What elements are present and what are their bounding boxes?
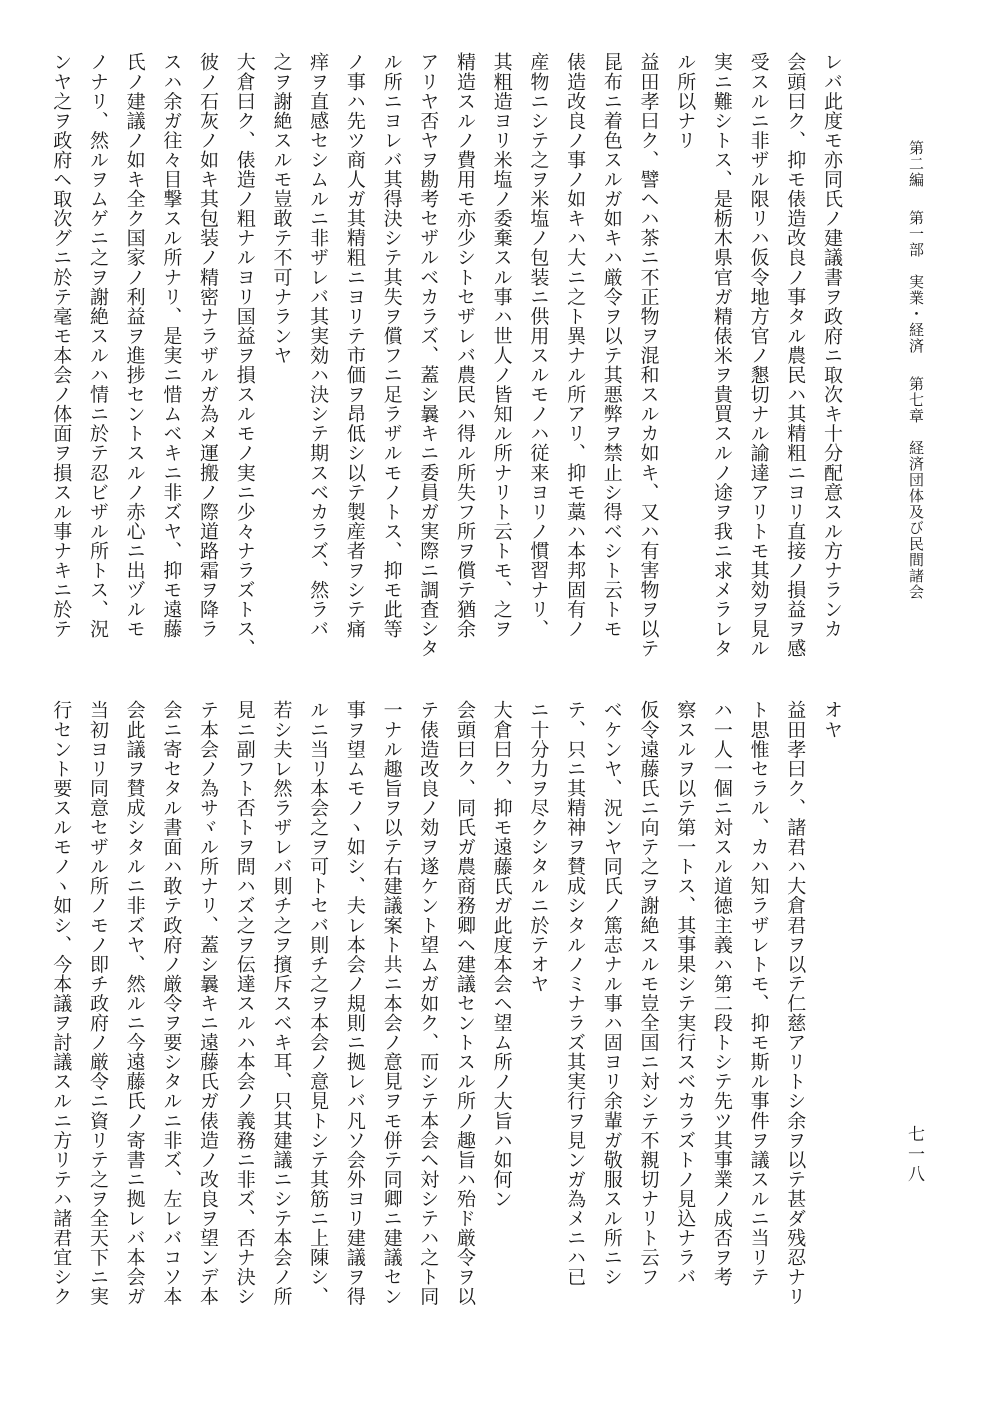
header-bu: 第一部 実業・経済 (907, 209, 925, 354)
text-column: 痒ヲ直感セシムルニ非ザレバ其実効ハ決シテ期スベカラズ、然ラバ (307, 52, 330, 639)
text-column: 実ニ難シトス、是栃木県官ガ精俵米ヲ貴買スルノ途ヲ我ニ求メラレタ (710, 52, 733, 659)
text-column: 益田孝曰ク、譬ヘハ茶ニ不正物ヲ混和スルカ如キ、又ハ有害物ヲ以テ (637, 52, 660, 659)
text-column: ノ事ハ先ツ商人ガ其精粗ニヨリテ市価ヲ昂低シ以テ製産者ヲシテ痛 (343, 52, 366, 639)
page-number: 七一八 (904, 1125, 924, 1185)
text-column: 見ニ副フト否トヲ問ハズ之ヲ伝達スルハ本会ノ義務ニ非ズ、否ナ決シ (233, 700, 256, 1307)
text-column: ル所ニヨレバ其得決シテ其失ヲ償フニ足ラザルモノトス、抑モ此等 (380, 52, 403, 639)
text-column: 会頭曰ク、同氏ガ農商務卿ヘ建議セントスル所ノ趣旨ハ殆ド厳令ヲ以 (453, 700, 476, 1307)
text-column: 会ニ寄セタル書面ハ敢テ政府ノ厳令ヲ要シタルニ非ズ、左レバコソ本 (160, 700, 183, 1307)
text-column: 事ヲ望ムモノヽ如シ、夫レ本会ノ規則ニ拠レバ凡ソ会外ヨリ建議ヲ得 (343, 700, 366, 1307)
text-column: スハ余ガ往々目撃スル所ナリ、是実ニ惜ムベキニ非ズヤ、抑モ遠藤 (160, 52, 183, 639)
text-column: 昆布ニ着色スルガ如キハ厳令ヲ以テ其悪弊ヲ禁止シ得ベシト云トモ (600, 52, 623, 639)
text-column: 会此議ヲ賛成シタルニ非ズヤ、然ルニ今遠藤氏ノ寄書ニ拠レバ本会ガ (123, 700, 146, 1307)
text-column: 一ナル趣旨ヲ以テ右建議案ト共ニ本会ノ意見ヲモ併テ同卿ニ建議セン (380, 700, 403, 1307)
text-column: 察スルヲ以テ第一トス、其事果シテ実行スベカラズトノ見込ナラバ (674, 700, 697, 1287)
text-column: ル所以ナリ (674, 52, 697, 150)
text-column: テ本会ノ為サヾル所ナリ、蓋シ曩キニ遠藤氏ガ俵造ノ改良ヲ望ンデ本 (197, 700, 220, 1307)
text-column: 益田孝曰ク、諸君ハ大倉君ヲ以テ仁慈アリトシ余ヲ以テ甚ダ残忍ナリ (784, 700, 807, 1307)
text-column: ハ一人一個ニ対スル道徳主義ハ第二段トシテ先ツ其事業ノ成否ヲ考 (710, 700, 733, 1287)
text-column: 彼ノ石灰ノ如キ其包装ノ精密ナラザルガ為メ運搬ノ際道路霜ヲ降ラ (197, 52, 220, 639)
text-column: 当初ヨリ同意セザル所ノモノ即チ政府ノ厳令ニ資リテ之ヲ全天下ニ実 (86, 700, 109, 1307)
text-column: ンヤ之ヲ政府ヘ取次グニ於テ毫モ本会ノ体面ヲ損スル事ナキニ於テ (50, 52, 73, 639)
text-column: ルニ当リ本会之ヲ可トセバ則チ之ヲ本会ノ意見トシテ其筋ニ上陳シ、 (307, 700, 330, 1307)
header-hen: 第二編 (907, 140, 925, 188)
upper-text-block (50, 52, 850, 662)
text-column: ニ十分力ヲ尽クシタルニ於テオヤ (527, 700, 550, 994)
text-column: 仮令遠藤氏ニ向テ之ヲ謝絶スルモ豈全国ニ対シテ不親切ナリト云フ (637, 700, 660, 1287)
text-column: 大倉曰ク、抑モ遠藤氏ガ此度本会ヘ望ム所ノ大旨ハ如何ン (490, 700, 513, 1209)
text-column: テ、只ニ其精神ヲ賛成シタルノミナラズ其実行ヲ見ンガ為メニハ已 (564, 700, 587, 1287)
text-column: 其粗造ヨリ米塩ノ委棄スル事ハ世人ノ皆知ル所ナリト云トモ、之ヲ (490, 52, 513, 639)
text-column: 氏ノ建議ノ如キ全ク国家ノ利益ヲ進捗セントスルノ赤心ニ出ヅルモ (123, 52, 146, 639)
header-chapter: 第七章 経済団体及び民間諸会 (907, 375, 925, 600)
text-column: 若シ夫レ然ラザレバ則チ之ヲ擯斥スベキ耳、只其建議ニシテ本会ノ所 (270, 700, 293, 1307)
text-column: 大倉曰ク、俵造ノ粗ナルヨリ国益ヲ損スルモノ実ニ少々ナラズトス、 (233, 52, 256, 659)
text-column: 之ヲ謝絶スルモ豈敢テ不可ナランヤ (270, 52, 293, 365)
text-column: 俵造改良ノ事ノ如キハ大ニ之ト異ナル所アリ、抑モ藁ハ本邦固有ノ (564, 52, 587, 639)
text-column: 会頭曰ク、抑モ俵造改良ノ事タル農民ハ其精粗ニヨリ直接ノ損益ヲ感 (784, 52, 807, 659)
text-column: テ俵造改良ノ効ヲ遂ケント望ムガ如ク、而シテ本会ヘ対シテハ之ト同 (417, 700, 440, 1307)
text-column: ト思惟セラル、カハ知ラザレトモ、抑モ斯ル事件ヲ議スルニ当リテ (747, 700, 770, 1287)
text-column: ノナリ、然ルヲムゲニ之ヲ謝絶スルハ情ニ於テ忍ビザル所トス、況 (86, 52, 109, 639)
text-column: 行セント要スルモノヽ如シ、今本議ヲ討議スルニ方リテハ諸君宜シク (50, 700, 73, 1307)
text-column: 産物ニシテ之ヲ米塩ノ包装ニ供用スルモノハ従来ヨリノ慣習ナリ、 (527, 52, 550, 639)
running-header (905, 140, 927, 680)
text-column: レバ此度モ亦同氏ノ建議書ヲ政府ニ取次キ十分配意スル方ナランカ (821, 52, 843, 639)
lower-text-block (50, 700, 850, 1325)
text-column: アリヤ否ヤヲ勘考セザルベカラズ、蓋シ曩キニ委員ガ実際ニ調査シタ (417, 52, 440, 659)
text-column: 精造スルノ費用モ亦少シトセザレバ農民ハ得ル所失フ所ヲ償テ猶余 (453, 52, 476, 639)
text-column: オヤ (821, 700, 843, 740)
text-column: ベケンヤ、況ンヤ同氏ノ篤志ナル事ハ固ヨリ余輩ガ敬服スル所ニシ (600, 700, 623, 1287)
text-column: 受スルニ非ザル限リハ仮令地方官ノ懇切ナル諭達アリトモ其効ヲ見ル (747, 52, 770, 659)
